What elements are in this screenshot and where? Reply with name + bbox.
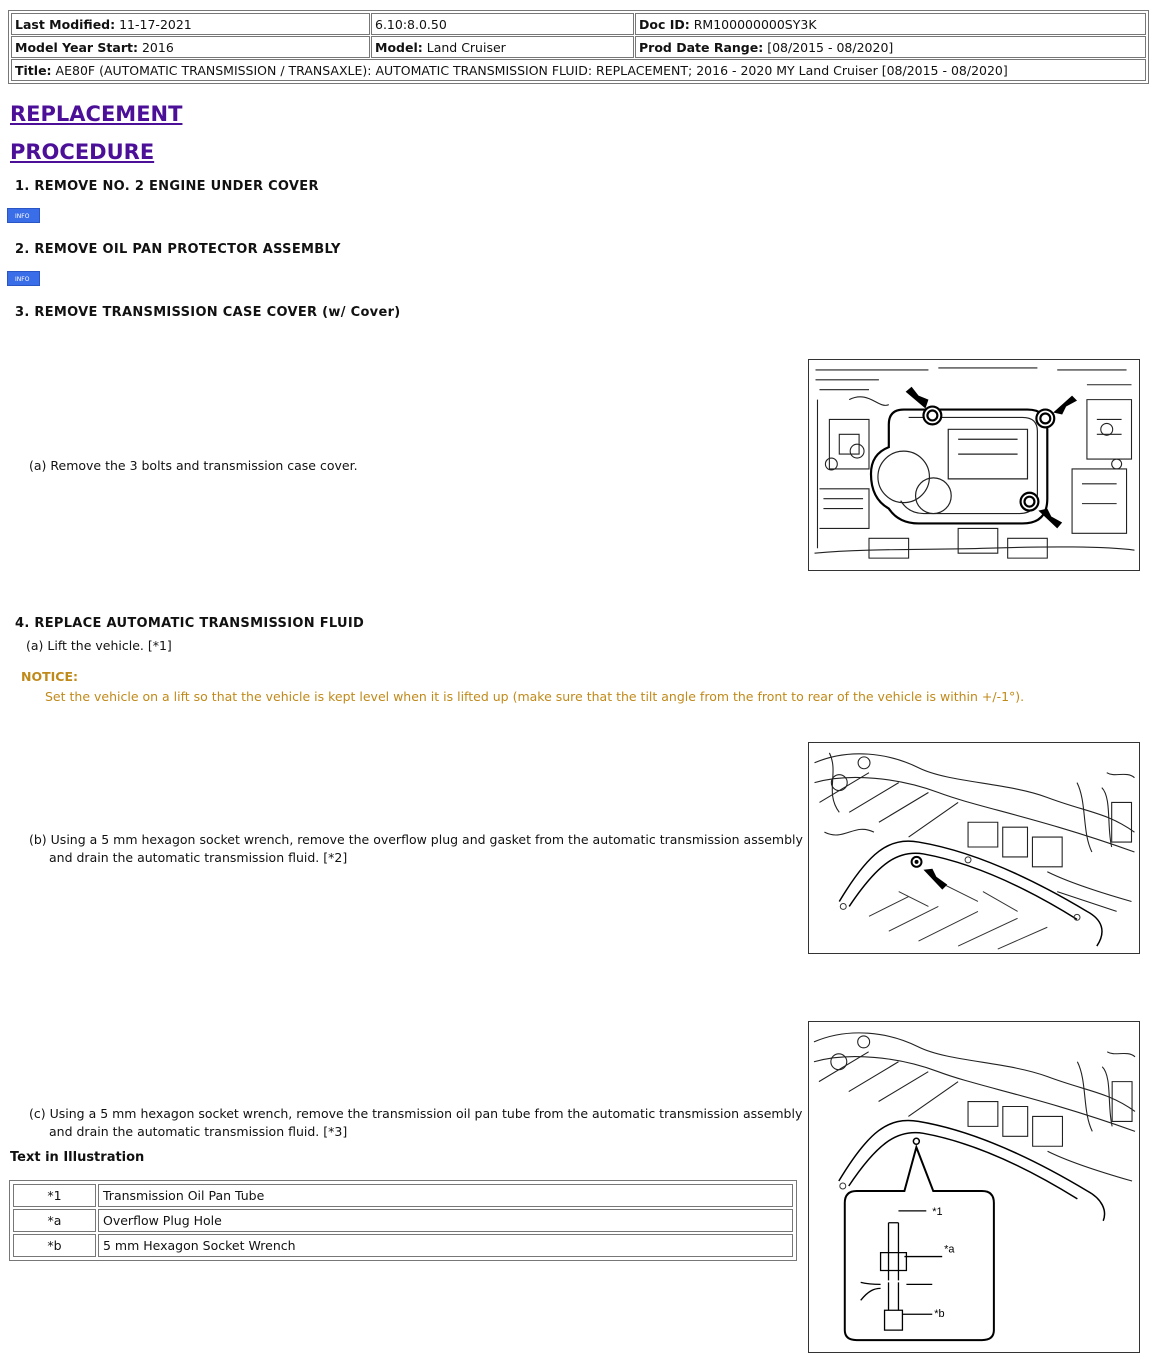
callout-a-label: *a [944,1243,955,1256]
notice-label: NOTICE: [21,669,78,684]
last-modified-cell: Last Modified: 11-17-2021 [11,13,370,35]
doc-id-value: RM100000000SY3K [693,16,817,32]
info-button-step2[interactable]: INFO [7,271,40,286]
title-cell: Title: AE80F (AUTOMATIC TRANSMISSION / TRANSAXLE): AUTOMATIC TRANSMISSION FLUID: REPLACEMENT; 2016 - 2020 MY Land Cruiser [08/2015 - 08/2020] [11,59,1146,81]
legend-row [13,1234,793,1257]
legend-value: 5 mm Hexagon Socket Wrench [98,1234,793,1257]
step-4-heading: 4. REPLACE AUTOMATIC TRANSMISSION FLUID [15,616,365,631]
step-4c-text-line2: and drain the automatic transmission fluid. [*3] [49,1124,348,1139]
step-4b-text-line2: and drain the automatic transmission fluid. [*2] [49,850,348,865]
step-2-heading: 2. REMOVE OIL PAN PROTECTOR ASSEMBLY [15,242,341,257]
prod-date-cell: Prod Date Range: [08/2015 - 08/2020] [635,36,1146,58]
illustration-legend-table [9,1180,797,1261]
oil-pan-tube-illustration [808,1021,1140,1353]
illustration-legend-title: Text in Illustration [10,1150,145,1165]
legend-key: *1 [13,1184,96,1207]
legend-value: Overflow Plug Hole [98,1209,793,1232]
legend-key: *a [13,1209,96,1232]
legend-row [13,1209,793,1232]
prod-date-value: [08/2015 - 08/2020] [767,39,894,55]
title-value: AE80F (AUTOMATIC TRANSMISSION / TRANSAXLE): AUTOMATIC TRANSMISSION FLUID: REPLACEMENT; 2016 - 2020 MY Land Cruiser [08/2015 - 08/2020] [55,62,1008,78]
legend-value: Transmission Oil Pan Tube [98,1184,793,1207]
last-modified-value: 11-17-2021 [119,16,192,32]
case-cover-illustration [808,359,1140,571]
callout-b-label: *b [934,1308,945,1321]
step-3a-text: (a) Remove the 3 bolts and transmission case cover. [29,458,358,473]
notice-text: Set the vehicle on a lift so that the vehicle is kept level when it is lifted up (make sure that the tilt angle from the front to rear of the vehicle is within +/-1°). [45,689,1025,704]
version-cell: 6.10:8.0.50 [371,13,634,35]
case-cover-drawing [809,360,1139,570]
doc-id-cell: Doc ID: RM100000000SY3K [635,13,1146,35]
legend-row [13,1184,793,1207]
step-4c-text-line1: (c) Using a 5 mm hexagon socket wrench, remove the transmission oil pan tube from the automatic transmission assembly [29,1106,803,1121]
model-value: Land Cruiser [426,39,506,55]
step-1-heading: 1. REMOVE NO. 2 ENGINE UNDER COVER [15,179,319,194]
legend-key: *b [13,1234,96,1257]
step-4a-text: (a) Lift the vehicle. [*1] [26,638,172,653]
procedure-heading[interactable]: PROCEDURE [10,140,155,164]
overflow-plug-drawing [809,743,1139,953]
step-3-heading: 3. REMOVE TRANSMISSION CASE COVER (w/ Cover) [15,305,401,320]
oil-pan-tube-drawing [809,1022,1139,1352]
info-button-step1[interactable]: INFO [7,208,40,223]
overflow-plug-illustration [808,742,1140,954]
step-4b-text-line1: (b) Using a 5 mm hexagon socket wrench, remove the overflow plug and gasket from the automatic transmission assembly [29,832,803,847]
replacement-heading[interactable]: REPLACEMENT [10,102,183,126]
model-year-value: 2016 [141,39,174,55]
model-year-cell: Model Year Start: 2016 [11,36,370,58]
document-header [8,10,1149,84]
model-cell: Model: Land Cruiser [371,36,634,58]
callout-1-label: *1 [932,1205,943,1218]
